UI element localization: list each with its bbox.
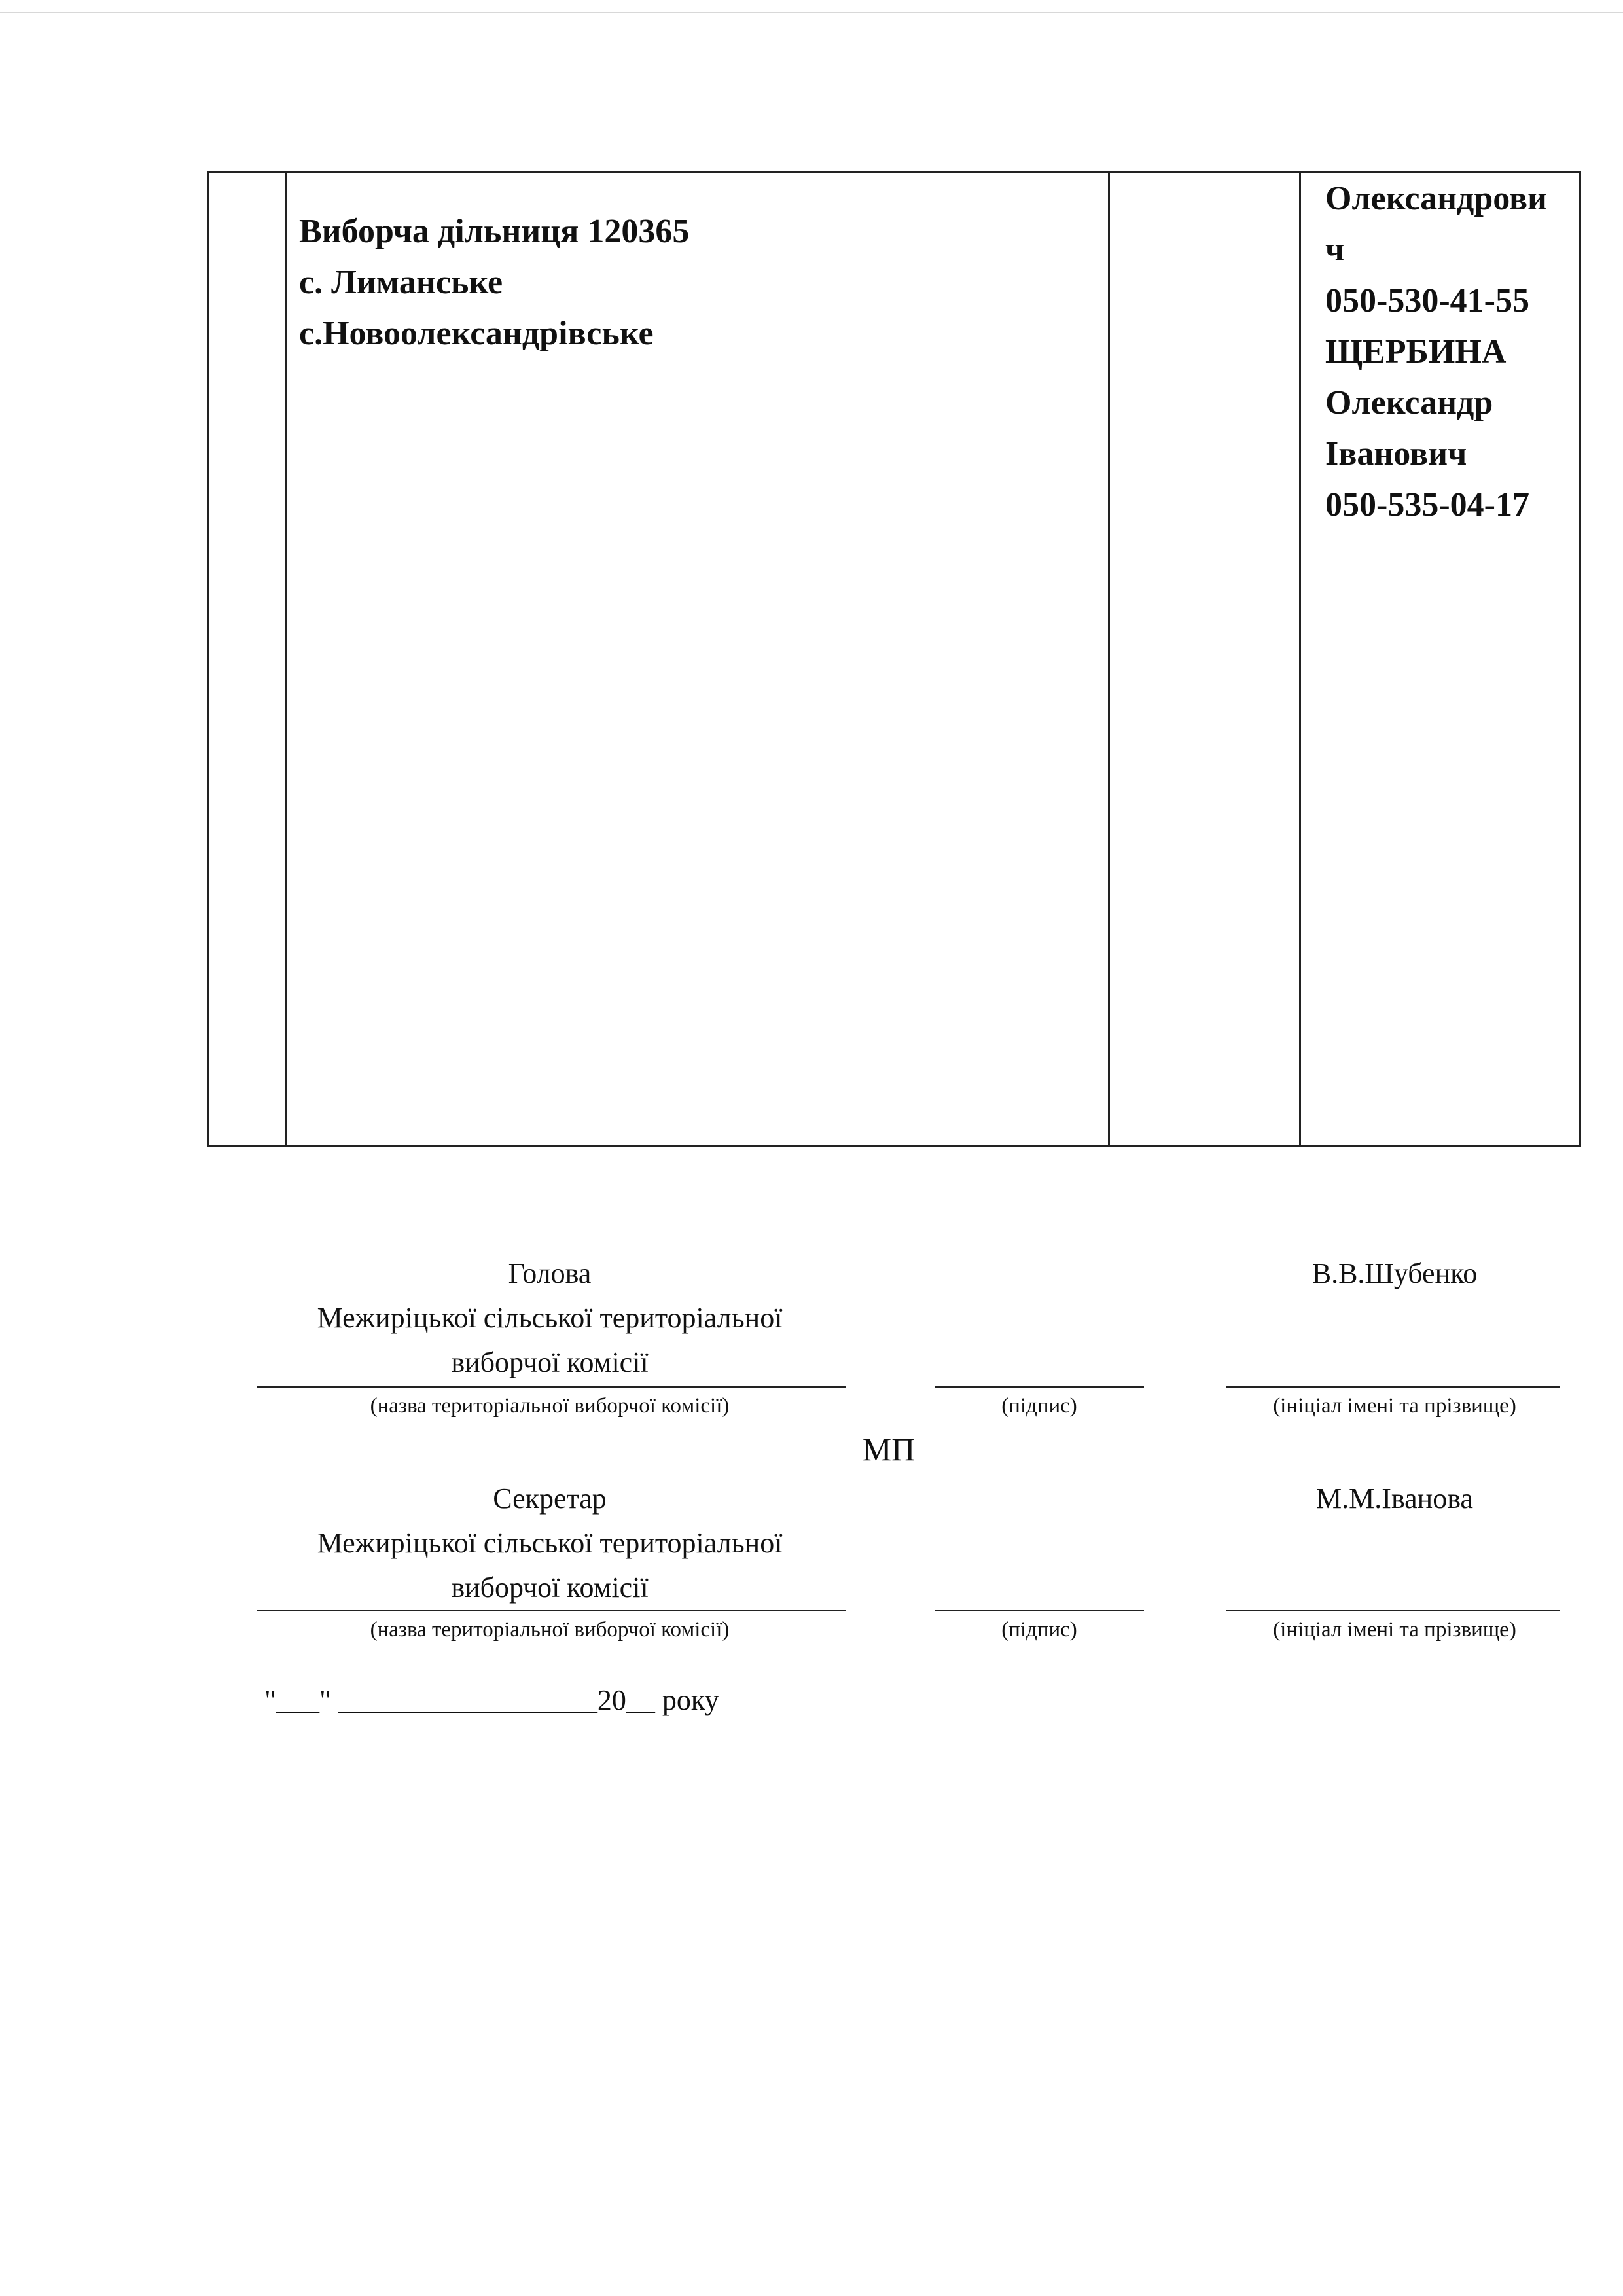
caption-org-name: (назва територіальної виборчої комісії) — [370, 1394, 730, 1418]
polling-station-cell — [299, 206, 689, 359]
org-name-line — [257, 1386, 846, 1388]
column-divider — [1108, 173, 1110, 1145]
caption-name: (ініціал імені та прізвище) — [1273, 1618, 1516, 1641]
caption-signature: (підпис) — [1001, 1618, 1077, 1641]
name-line — [1226, 1386, 1560, 1388]
signature-line — [935, 1610, 1144, 1611]
chairman-org-line2: виборчої комісії — [451, 1346, 649, 1378]
station-village: с. Лиманське — [299, 264, 503, 301]
contact-first-name: Олександр — [1325, 384, 1493, 422]
contact-line: ч — [1325, 231, 1345, 268]
chairman-name: В.В.Шубенко — [1311, 1257, 1478, 1289]
date-line: "___" __________________20__ року — [264, 1684, 719, 1716]
stamp-label: МП — [862, 1431, 916, 1467]
signature-line — [935, 1386, 1144, 1388]
caption-signature: (підпис) — [1001, 1394, 1077, 1418]
caption-org-name: (назва територіальної виборчої комісії) — [370, 1618, 730, 1641]
org-name-line — [257, 1610, 846, 1611]
scan-top-edge — [0, 12, 1623, 13]
contact-surname: ЩЕРБИНА — [1325, 333, 1507, 370]
secretary-org-line1: Межиріцької сільської територіальної — [317, 1527, 783, 1559]
station-village: с.Новоолександрівське — [299, 315, 654, 352]
station-number: Виборча дільниця 120365 — [299, 213, 690, 250]
contact-line: Олександрови — [1325, 180, 1548, 217]
polling-station-table — [207, 171, 1581, 1147]
contact-phone: 050-530-41-55 — [1325, 282, 1529, 319]
column-divider — [285, 173, 287, 1145]
contact-phone: 050-535-04-17 — [1325, 486, 1529, 524]
chairman-org-line1: Межиріцької сільської територіальної — [317, 1302, 783, 1334]
contacts-cell — [1325, 173, 1547, 531]
column-divider — [1299, 173, 1301, 1145]
chairman-role: Голова — [508, 1257, 592, 1289]
secretary-role: Секретар — [493, 1482, 607, 1515]
contact-patronymic: Іванович — [1325, 435, 1467, 473]
name-line — [1226, 1610, 1560, 1611]
secretary-name: М.М.Іванова — [1316, 1482, 1473, 1515]
secretary-org-line2: виборчої комісії — [451, 1571, 649, 1604]
caption-name: (ініціал імені та прізвище) — [1273, 1394, 1516, 1418]
